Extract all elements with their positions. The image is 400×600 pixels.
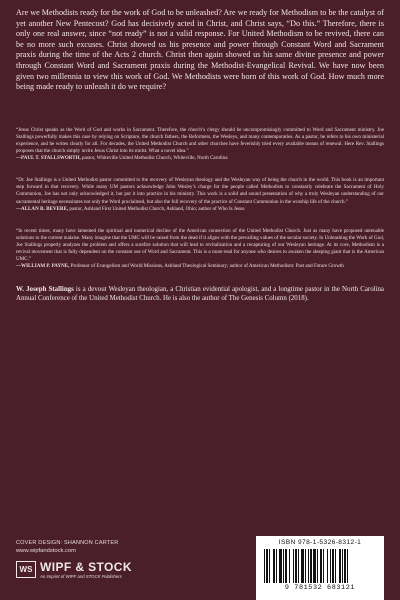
- endorsement-attribution: [16, 263, 384, 270]
- author-bio-text: is a devout Wesleyan theologian, a Christian evidential apologist, and a longtime pastor in the North Carolina Annual Conference of the United Methodist Church. He is also the author of The Genesis Column (2018).: [16, 286, 384, 303]
- publisher-website: www.wipfandstock.com: [16, 548, 76, 554]
- cover-design-credit: COVER DESIGN: SHANNON CARTER: [16, 540, 119, 546]
- isbn-label: ISBN 978-1-5326-8312-1: [278, 539, 362, 546]
- cover-footer: [16, 540, 384, 600]
- author-bio: [16, 285, 384, 303]
- endorsement-1: [16, 127, 384, 162]
- endorsement-3: [16, 228, 384, 271]
- endorser-name: —ALLAN R. BEVERE,: [16, 205, 69, 212]
- endorser-name: —WILLIAM P. PAYNE,: [16, 263, 70, 270]
- publisher-imprint: An Imprint of WIPF and STOCK Publishers: [40, 574, 122, 579]
- barcode-icon: [264, 549, 376, 583]
- author-name: W. Joseph Stallings: [16, 286, 74, 294]
- endorser-role: pastor, Whiteville United Methodist Church, Whiteville, North Carolina: [80, 155, 228, 162]
- endorsement-quote: “Jesus Christ speaks as the Word of God and works in Sacrament. Therefore, the church’s clergy should be uncompromisingly committed to Word and Sacrament ministry. Joe Stallings powerfully makes this case by relying on Scripture, the church fathers, the Reformers, the Wesleys, and many contemporaries. As a pastor, he refers to his own ministerial experience, and he writes clearly for all. For decades, the United Methodist Church and other churches have feverishly tried every available means of renewal. Here Rev. Stallings proposes that the church simply invite Jesus Christ into its midst. What a novel idea.”: [16, 126, 384, 155]
- endorser-name: —PAUL T. STALLSWORTH,: [16, 155, 81, 162]
- endorser-role: Professor of Evangelism and World Missions, Ashland Theological Seminary; author of American Methodism: Past and Future Growth: [69, 263, 344, 270]
- cover-blurb: Are we Methodists ready for the work of God to be unleashed? Are we ready for Methodism to be the catalyst of yet another New Pentecost? God has decisively acted in Christ, and Christ says, “Do this.” Therefore, there is only one real answer, since “not ready” is not a valid response. For United Methodism to be revived, there can be no more such excuses. Christ showed us his presence and power through Constant Word and Sacrament praxis during the time of the Acts 2 church. Christ then again showed us his same divine presence and power through Constant Word and Sacrament praxis during the Methodist-Evangelical Revival. We have now been given two millennia to view this work of God. We Methodists were born of this work of God. How much more being made ready to unleash it do we require?: [16, 8, 384, 92]
- publisher-block: [16, 560, 216, 584]
- isbn-barcode: [256, 536, 384, 600]
- publisher-name: WIPF & STOCK: [40, 560, 132, 574]
- publisher-logo-icon: WS: [16, 561, 36, 578]
- endorser-role: pastor, Ashland First United Methodist Church, Ashland, Ohio; author of Who Is Jesus: [68, 205, 245, 212]
- endorsement-quote: “In recent times, many have lamented the spiritual and numerical decline of the American connection of the United Methodist Church. Just as many have proposed untenable solutions to the current malaise. Many imagine that the UMC will be raised from the dead if it aligns with the prevailing values of the secular society. In Unleashing the Work of God, Joe Stallings properly analyzes the problem and offers a surefire solution that will lead to revitalization and a recapturing of our Wesleyan heritage. At its core, Methodism is a revival movement that is fully dependent on the constant use of Word and Sacrament. This is a must-read for anyone who desires to awaken the sleeping giant that is the American UMC.”: [16, 227, 384, 263]
- endorsement-2: [16, 177, 384, 212]
- endorsement-attribution: [16, 155, 384, 162]
- endorsements: [16, 127, 384, 271]
- endorsement-attribution: [16, 206, 384, 213]
- endorsement-quote: “Dr. Joe Stallings is a United Methodist pastor committed to the recovery of Wesleyan theology and the Wesleyan way of being the church in the world. This book is an important step forward in that recovery. While many UM pastors acknowledge John Wesley’s charge for the people called Methodists to constantly celebrate the Sacrament of Holy Communion, Joe has not only acknowledged it, but put it into practice in his ministry. This work is a solid and sound presentation of why a truly Wesleyan understanding of our sacramental heritage necessitates not only the Word proclaimed, but also the full recovery of the practice of Constant Communion in the worship life of the church.”: [16, 177, 384, 205]
- ean-number: 9 781532 683121: [284, 584, 356, 592]
